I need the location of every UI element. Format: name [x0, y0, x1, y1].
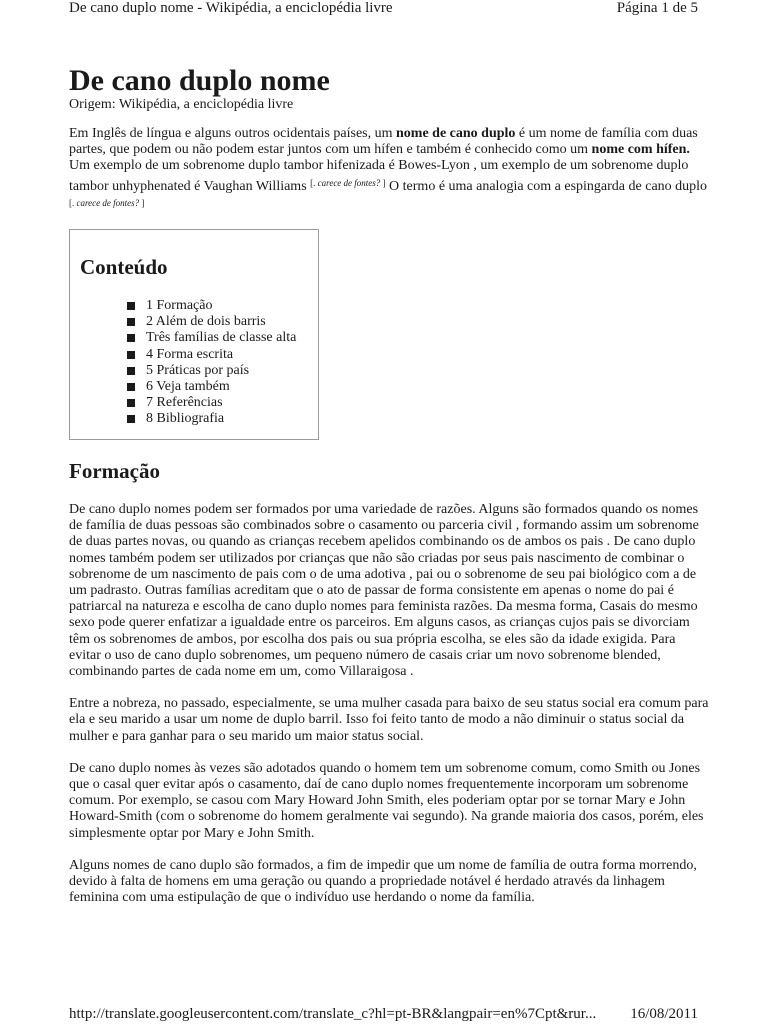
print-footer-url[interactable]: http://translate.googleusercontent.com/translate_c?hl=pt-BR&langpair=en%7Cpt&rur... — [69, 1006, 597, 1022]
print-page-info: Página 1 de 5 — [616, 0, 698, 16]
intro-paragraph — [69, 126, 709, 215]
bullet-square-icon — [127, 367, 135, 375]
bullet-square-icon — [127, 383, 135, 391]
article-origin: Origem: Wikipédia, a enciclopédia livre — [69, 97, 294, 112]
bullet-square-icon — [127, 415, 135, 423]
intro-text: O termo é uma analogia com a espingarda de cano duplo — [385, 178, 708, 194]
section-body — [69, 502, 709, 922]
toc-heading: Conteúdo — [80, 255, 168, 279]
table-of-contents — [69, 229, 319, 440]
toc-item[interactable]: 8 Bibliografia — [70, 411, 296, 427]
intro-text: Um exemplo de um sobrenome duplo tambor hifenizada é Bowes-Lyon , um exemplo de um sobrenome duplo tambor unhyphenated é Vaughan Williams — [69, 158, 689, 194]
toc-item[interactable]: 7 Referências — [70, 395, 296, 411]
print-header-title: De cano duplo nome - Wikipédia, a enciclopédia livre — [69, 0, 393, 16]
citation-needed-tag[interactable]: [. carece de fontes? ] — [69, 197, 145, 208]
bullet-square-icon — [127, 351, 135, 359]
intro-bold-term[interactable]: nome com hífen. — [591, 142, 690, 158]
toc-item[interactable]: 4 Forma escrita — [70, 347, 296, 363]
citation-needed-tag[interactable]: [. carece de fontes? ] — [310, 177, 386, 188]
toc-item[interactable]: 2 Além de dois barris — [70, 314, 296, 330]
article-title: De cano duplo nome — [69, 64, 330, 97]
bullet-square-icon — [127, 318, 135, 326]
section-paragraph: De cano duplo nomes podem ser formados por uma variedade de razões. Alguns são formados quando os nomes de família de duas pessoas são combinados sobre o casamento ou parceria civil , formando assim um sobrenome de duas partes novas, ou quando as crianças recebem apelidos combinando os de ambos os pais . De cano duplo nomes também podem ser utilizados por crianças que não são criadas por seus pais nascimento de combinar o sobrenome de um nascimento de pais com o de uma adotiva , pai ou o sobrenome de seu pai biológico com a de um padrasto. Outras famílias acreditam que o ato de passar de forma consistente em apenas o nome do pai é patriarcal na natureza e escolha de cano duplo nomes para feminista razões. Da mesma forma, Casais do mesmo sexo pode querer enfatizar a igualdade entre os parceiros. Em alguns casos, as crianças cujos pais se divorciam têm os sobrenomes de ambos, por escolha dos pais ou sua própria escolha, se eles são da idade exigida. Para evitar o uso de cano duplo sobrenomes, um pequeno número de casais criar um novo sobrenome blended, combinando partes de cada nome em um, como Villaraigosa . — [69, 502, 699, 680]
print-footer-date: 16/08/2011 — [630, 1006, 698, 1022]
bullet-square-icon — [127, 399, 135, 407]
intro-bold-term[interactable]: nome de cano duplo — [396, 126, 516, 141]
intro-text: é um nome de família com duas partes, que podem ou não podem estar juntos com um hífen e também é conhecido como um — [69, 126, 698, 158]
toc-item[interactable]: 1 Formação — [70, 298, 296, 314]
bullet-square-icon — [127, 302, 135, 310]
intro-text: Em Inglês de língua e alguns outros ocidentais países, um — [69, 126, 396, 141]
section-heading-formacao: Formação — [69, 459, 160, 483]
toc-item[interactable]: 6 Veja também — [70, 379, 296, 395]
section-paragraph: Entre a nobreza, no passado, especialmente, se uma mulher casada para baixo de seu status social era comum para ela e seu marido a usar um nome de duplo barril. Isso foi feito tanto de modo a não diminuir o status social da mulher e para ganhar para o seu marido um maior status social. — [69, 696, 709, 744]
toc-item[interactable]: 5 Práticas por país — [70, 363, 296, 379]
toc-list — [70, 298, 296, 428]
bullet-square-icon — [127, 334, 135, 342]
section-paragraph: De cano duplo nomes às vezes são adotados quando o homem tem um sobrenome comum, como Smith ou Jones que o casal quer evitar após o casamento, daí de cano duplo nomes frequentemente incorporam um sobrenome comum. Por exemplo, se casou com Mary Howard John Smith, eles poderiam optar por se tornar Mary e John Howard-Smith (com o sobrenome do homem geralmente vai segundo). Na grande maioria dos casos, porém, eles simplesmente optar por Mary e John Smith. — [69, 760, 704, 841]
toc-item[interactable]: Três famílias de classe alta — [70, 330, 296, 346]
section-paragraph: Alguns nomes de cano duplo são formados, a fim de impedir que um nome de família de outra forma morrendo, devido à falta de homens em uma geração ou quando a propriedade notável é herdado através da linhagem feminina com uma estipulação de que o indivíduo use herdando o nome da família. — [69, 857, 697, 906]
